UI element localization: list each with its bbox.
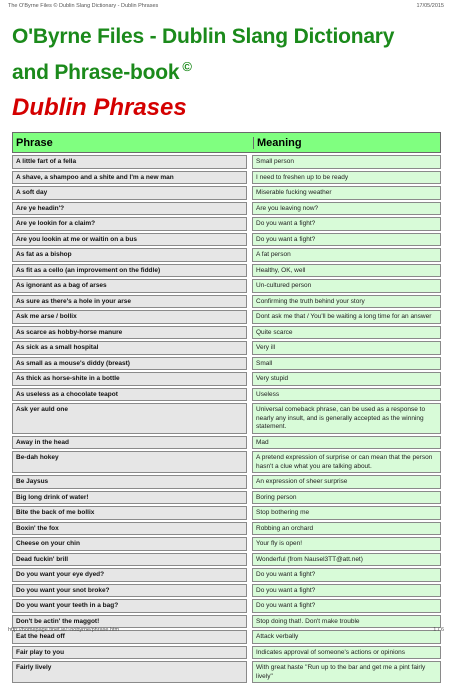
meaning-cell: Do you want a fight? [252,217,441,231]
table-row [12,403,441,434]
phrase-cell: Ask me arse / bollix [12,310,247,324]
table-row [12,279,441,293]
phrase-cell: Cheese on your chin [12,537,247,551]
phrase-cell: Fairly lively [12,661,247,683]
meaning-cell: Robbing an orchard [252,522,441,536]
meaning-cell: Attack verbally [252,630,441,644]
meaning-cell: Universal comeback phrase, can be used as a response to nearly any insult, and is generally accepted as the winning statement. [252,403,441,434]
phrase-cell: Away in the head [12,436,247,450]
phrase-cell: As scarce as hobby-horse manure [12,326,247,340]
table-row [12,568,441,582]
table-row [12,372,441,386]
phrase-cell: A shave, a shampoo and a shite and I'm a new man [12,171,247,185]
meaning-cell: Stop doing that!. Don't make trouble [252,615,441,629]
page-title-line1: O'Byrne Files - Dublin Slang Dictionary [12,25,395,48]
phrase-cell: Do you want your teeth in a bag? [12,599,247,613]
meaning-cell: Very stupid [252,372,441,386]
print-footer-url: http://homepage.tinet.ie/~nobyrne/phrase.htm [8,627,120,633]
meaning-cell: Un-cultured person [252,279,441,293]
table-row [12,264,441,278]
phrase-cell: As fat as a bishop [12,248,247,262]
table-body [12,155,441,683]
table-row [12,599,441,613]
table-row [12,522,441,536]
meaning-cell: Stop bothering me [252,506,441,520]
phrase-cell: As useless as a chocolate teapot [12,388,247,402]
meaning-cell: Do you want a fight? [252,584,441,598]
table-row [12,491,441,505]
table-row [12,248,441,262]
table-row [12,451,441,473]
phrase-cell: As sick as a small hospital [12,341,247,355]
table-row [12,202,441,216]
table-row [12,537,441,551]
print-header-title: The O'Byrne Files © Dublin Slang Dictionary - Dublin Phrases [8,3,159,9]
phrase-cell: As ignorant as a bag of arses [12,279,247,293]
table-row [12,584,441,598]
meaning-cell: With great haste "Run up to the bar and get me a pint fairly lively" [252,661,441,683]
phrase-cell: As fit as a cello (an improvement on the fiddle) [12,264,247,278]
phrase-cell: Fair play to you [12,646,247,660]
phrase-cell: Be Jaysus [12,475,247,489]
table-row [12,341,441,355]
phrase-cell: Big long drink of water! [12,491,247,505]
column-header-phrase: Phrase [16,136,53,149]
phrase-cell: Are you lookin at me or waitin on a bus [12,233,247,247]
page-title-line2: and Phrase-book [12,61,180,84]
table-row [12,186,441,200]
meaning-cell: A fat person [252,248,441,262]
meaning-cell: Healthy, OK, well [252,264,441,278]
meaning-cell: Confirming the truth behind your story [252,295,441,309]
phrase-cell: Dead fuckin' brill [12,553,247,567]
phrase-cell: A soft day [12,186,247,200]
print-footer-page: 1 / 6 [433,627,444,633]
phrase-cell: Are ye headin'? [12,202,247,216]
meaning-cell: An expression of sheer surprise [252,475,441,489]
meaning-cell: Mad [252,436,441,450]
meaning-cell: A pretend expression of surprise or can mean that the person hasn't a clue what you are talking about. [252,451,441,473]
phrase-cell: Ask yer auld one [12,403,247,434]
phrase-cell: Boxin' the fox [12,522,247,536]
table-row [12,171,441,185]
meaning-cell: Useless [252,388,441,402]
table-row [12,646,441,660]
table-row [12,155,441,169]
meaning-cell: Do you want a fight? [252,233,441,247]
meaning-cell: Small [252,357,441,371]
copyright-symbol: © [182,59,192,74]
meaning-cell: Very ill [252,341,441,355]
table-row [12,475,441,489]
phrase-cell: A little fart of a fella [12,155,247,169]
page-title [12,22,442,88]
section-title: Dublin Phrases [12,94,187,121]
table-row [12,615,441,629]
table-row [12,326,441,340]
print-header-date: 17/05/2015 [416,3,444,9]
meaning-cell: Indicates approval of someone's actions or opinions [252,646,441,660]
table-row [12,310,441,324]
meaning-cell: Do you want a fight? [252,599,441,613]
phrase-cell: As sure as there's a hole in your arse [12,295,247,309]
meaning-cell: Small person [252,155,441,169]
meaning-cell: Do you want a fight? [252,568,441,582]
table-row [12,217,441,231]
phrase-cell: As small as a mouse's diddy (breast) [12,357,247,371]
meaning-cell: Boring person [252,491,441,505]
table-row [12,233,441,247]
meaning-cell: Your fly is open! [252,537,441,551]
phrase-cell: Do you want your snot broke? [12,584,247,598]
table-row [12,357,441,371]
phrase-cell: As thick as horse-shite in a bottle [12,372,247,386]
meaning-cell: Dont ask me that / You'll be waiting a long time for an answer [252,310,441,324]
column-header-meaning: Meaning [253,137,440,149]
print-footer [8,627,444,637]
phrase-cell: Don't be actin' the maggot! [12,615,247,629]
table-header [12,132,441,153]
phrase-table [12,132,441,683]
table-row [12,506,441,520]
print-header [8,3,444,13]
meaning-cell: Are you leaving now? [252,202,441,216]
page-title-line2-wrap [12,52,442,88]
phrase-cell: Be-dah hokey [12,451,247,473]
table-row [12,553,441,567]
meaning-cell: Wonderful (from Nausel3TT@att.net) [252,553,441,567]
phrase-cell: Are ye lookin for a claim? [12,217,247,231]
meaning-cell: I need to freshen up to be ready [252,171,441,185]
phrase-cell: Eat the head off [12,630,247,644]
table-row [12,388,441,402]
table-row [12,436,441,450]
table-row [12,661,441,683]
meaning-cell: Quite scarce [252,326,441,340]
phrase-cell: Do you want your eye dyed? [12,568,247,582]
meaning-cell: Miserable fucking weather [252,186,441,200]
table-row [12,295,441,309]
phrase-cell: Bite the back of me bollix [12,506,247,520]
